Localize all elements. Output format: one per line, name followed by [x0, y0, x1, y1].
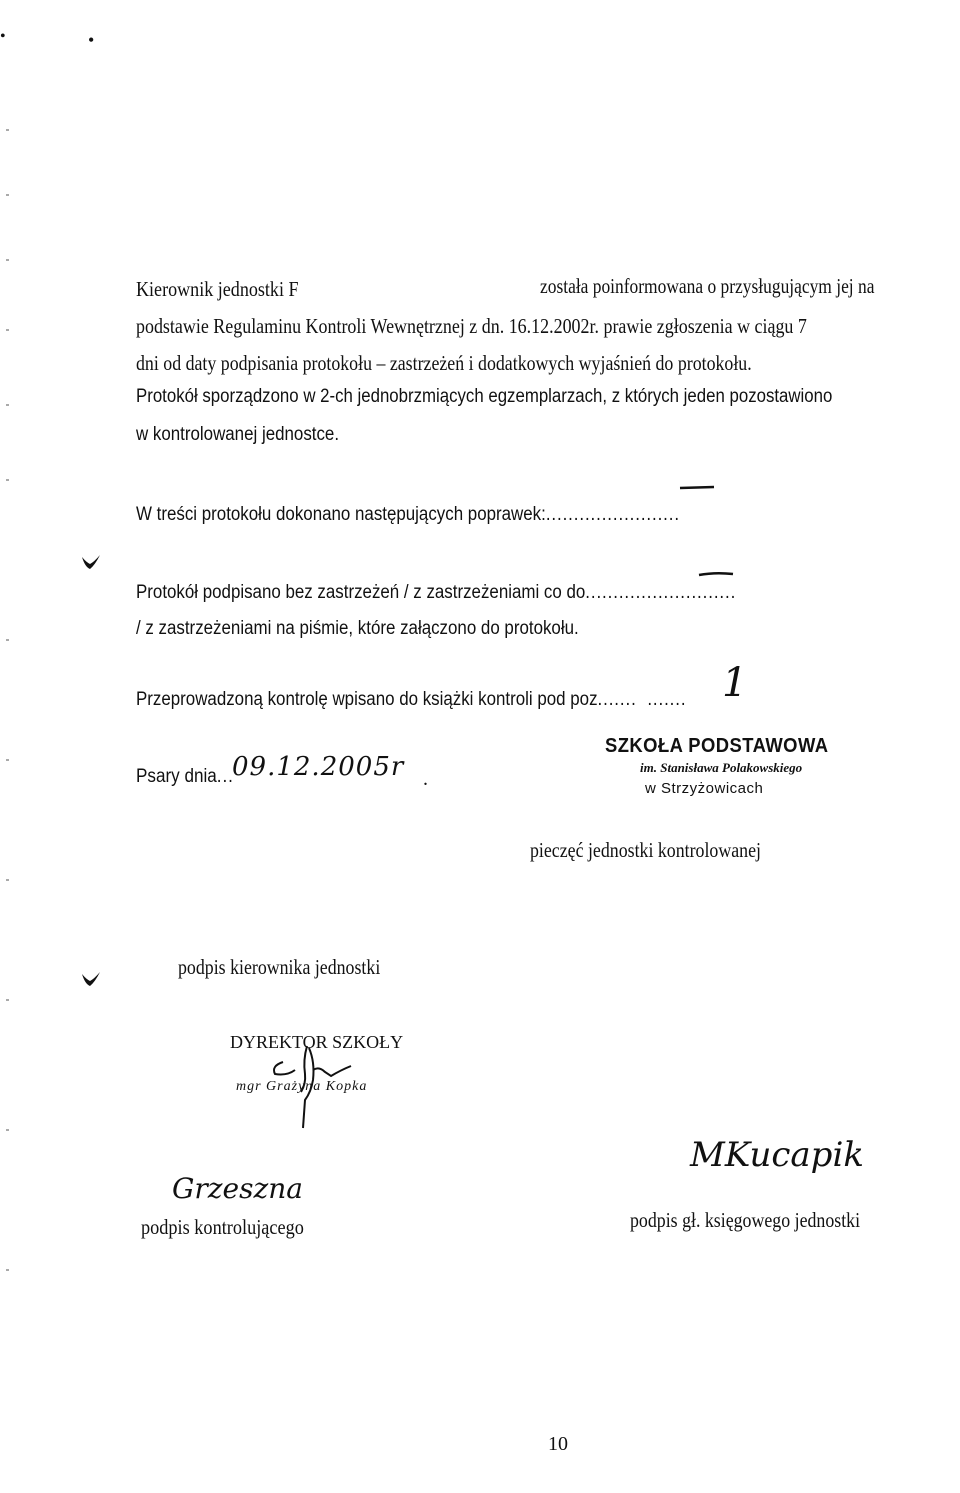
signing-line-1 — [136, 581, 810, 605]
inspector-caption-text: podpis kontrolującego — [141, 1215, 304, 1239]
inspection-book-dots-after: ....... — [647, 689, 687, 710]
signing-dash-mark — [697, 571, 737, 577]
paragraph-line-1-right-text: została poinformowana o przysługującym jej na — [540, 274, 875, 298]
paragraph-line-1-left — [136, 277, 325, 301]
paragraph-line-1-right — [540, 274, 943, 298]
inspection-book-handwritten-number: 1 — [722, 660, 748, 706]
paragraph-line-5-text: w kontrolowanej jednostce. — [136, 424, 340, 445]
paragraph-line-3-text: dni od daty podpisania protokołu – zastrzeżeń i dodatkowych wyjaśnień do protokołu. — [136, 351, 752, 375]
signing-line-1-text — [136, 581, 736, 605]
paragraph-line-4 — [136, 385, 923, 409]
paragraph-line-4-text: Protokół sporządzono w 2-ch jednobrzmiących egzemplarzach, z których jeden pozostawiono — [136, 386, 833, 407]
date-trailing-dot: . — [423, 768, 428, 790]
inspection-book-label: Przeprowadzoną kontrolę wpisano do książki kontroli pod poz — [136, 689, 598, 710]
accountant-signature: MKucapik — [690, 1135, 864, 1175]
inspection-book-dots: ....... — [597, 689, 637, 710]
paragraph-line-2-text: podstawie Regulaminu Kontroli Wewnętrznej z dn. 16.12.2002r. prawie zgłoszenia w ciągu 7 — [136, 314, 807, 338]
corrections-label: W treści protokołu dokonano następujących poprawek: — [136, 504, 546, 525]
signing-line-2-text: / z zastrzeżeniami na piśmie, które załączono do protokołu. — [136, 618, 579, 639]
director-caption-text: podpis kierownika jednostki — [178, 955, 381, 979]
place-date-line — [136, 765, 245, 789]
accountant-caption-text: podpis gł. księgowego jednostki — [630, 1208, 861, 1232]
correction-dash-mark — [678, 485, 718, 491]
accountant-caption — [630, 1208, 901, 1232]
director-stamp-name: mgr Grażyna Kopka — [236, 1079, 368, 1094]
inspector-caption — [141, 1215, 328, 1239]
paragraph-line-1-left-text: Kierownik jednostki F — [136, 277, 299, 301]
corrections-line — [136, 503, 747, 527]
place-date-dots: ... — [216, 766, 234, 787]
director-caption — [178, 955, 416, 979]
inspection-book-text — [136, 688, 686, 712]
school-stamp-city: w Strzyżowicach — [645, 780, 764, 797]
paragraph-line-5 — [136, 423, 364, 447]
check-mark-2 — [80, 970, 102, 990]
stamp-caption-text: pieczęć jednostki kontrolowanej — [530, 838, 761, 862]
paragraph-line-3 — [136, 351, 860, 375]
school-stamp-subtitle: im. Stanisława Polakowskiego — [640, 760, 803, 775]
school-stamp-title: SZKOŁA PODSTAWOWA — [605, 735, 829, 757]
scan-mark-left: • — [0, 28, 6, 45]
corrections-dots: ........................ — [545, 504, 680, 525]
director-stamp-title: DYREKTOR SZKOŁY — [230, 1032, 404, 1052]
check-mark-1 — [80, 553, 102, 573]
corrections-text — [136, 503, 680, 527]
handwritten-date: 09.12.2005r — [232, 752, 405, 782]
director-signature — [265, 1040, 385, 1130]
scan-binding-ticks — [6, 0, 12, 1493]
paragraph-line-2 — [136, 314, 921, 338]
scan-mark-right: • — [88, 30, 95, 50]
place-date-label: Psary dnia — [136, 766, 217, 787]
signing-line-1-label: Protokół podpisano bez zastrzeżeń / z zastrzeżeniami co do — [136, 582, 586, 603]
signing-line-2 — [136, 617, 633, 641]
signing-line-1-dots: ........................... — [585, 582, 737, 603]
stamp-caption — [530, 838, 802, 862]
place-date-label-wrap — [136, 765, 234, 789]
inspection-book-line — [136, 688, 754, 712]
inspector-signature: Grzeszna — [172, 1172, 303, 1205]
page-number: 10 — [548, 1433, 568, 1455]
